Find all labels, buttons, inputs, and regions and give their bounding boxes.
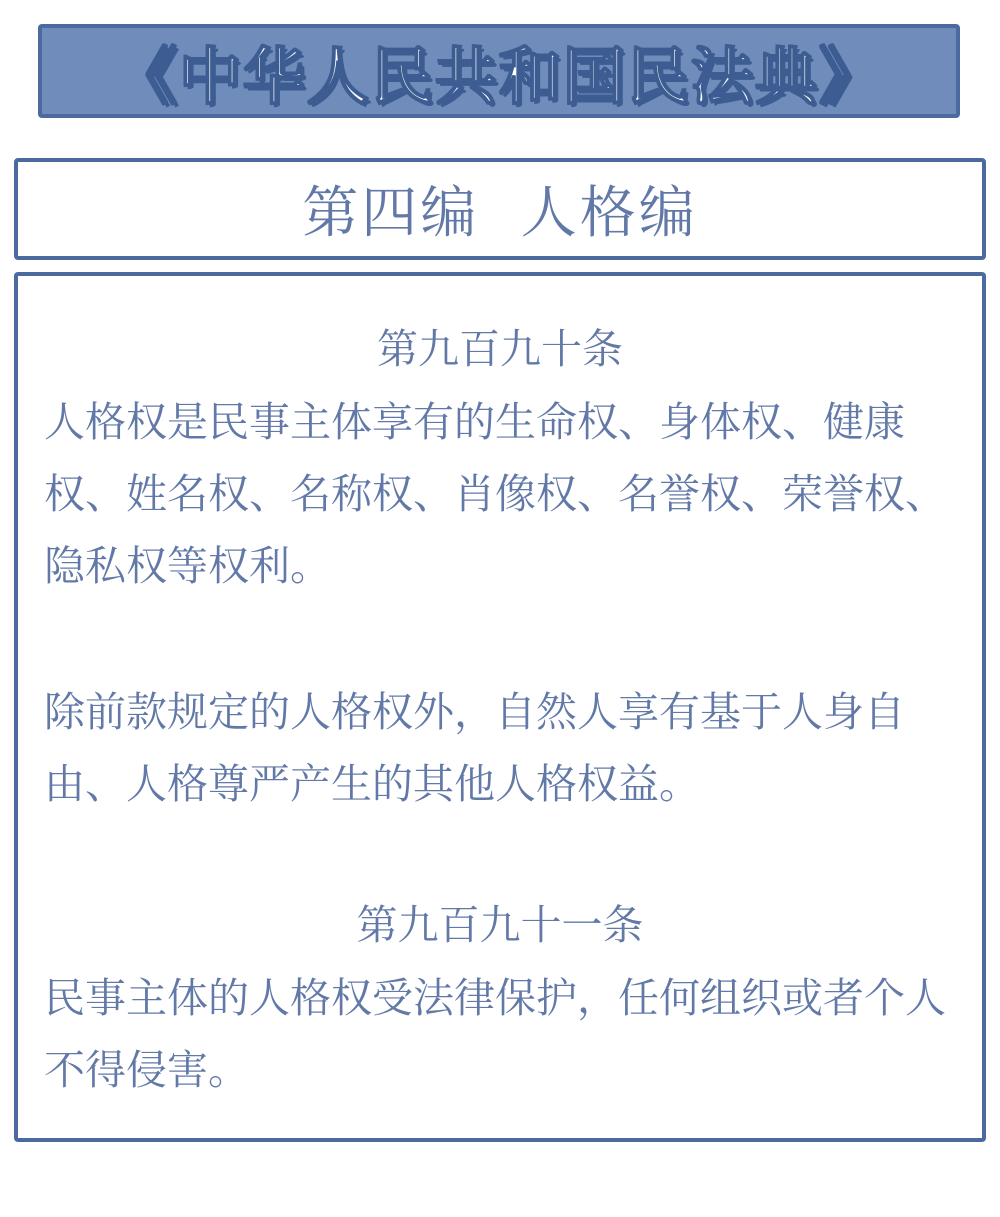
article-paragraph: 人格权是民事主体享有的生命权、身体权、健康权、姓名权、名称权、肖像权、名誉权、荣誉权、隐私权等权利。 [44, 398, 946, 590]
section-header [14, 158, 986, 260]
article-heading: 第九百九十条 [377, 325, 623, 373]
content-box [14, 272, 986, 1142]
section-title: 第四编 人格编 [302, 181, 698, 246]
article-paragraph: 除前款规定的人格权外，自然人享有基于人身自由、人格尊严产生的其他人格权益。 [44, 688, 905, 808]
article-paragraph: 民事主体的人格权受法律保护，任何组织或者个人不得侵害。 [44, 974, 946, 1094]
article-heading: 第九百九十一条 [356, 901, 644, 949]
title-banner [38, 24, 960, 118]
document-title: 《中华人民共和国民法典》 [114, 39, 883, 113]
